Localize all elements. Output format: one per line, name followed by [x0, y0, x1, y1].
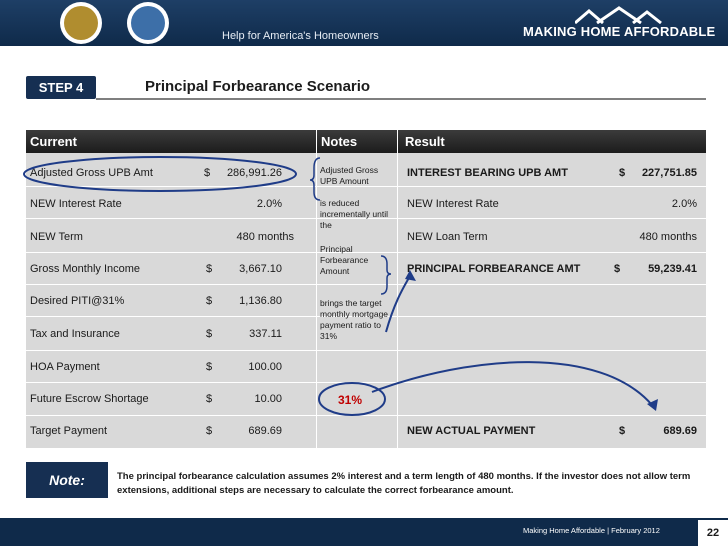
- note-text: brings the target monthly mortgage payment ratio to 31%: [320, 298, 389, 341]
- row-label: Tax and Insurance: [30, 328, 120, 340]
- result-label: NEW ACTUAL PAYMENT: [407, 425, 536, 437]
- row-label: Adjusted Gross UPB Amt: [30, 167, 153, 179]
- result-label: NEW Interest Rate: [407, 198, 499, 210]
- row-value: 1,136.80: [239, 295, 282, 307]
- row-currency: $: [204, 167, 211, 179]
- result-currency: $: [614, 263, 621, 275]
- result-currency: $: [619, 425, 626, 437]
- row-value: 689.69: [248, 425, 282, 437]
- row-label: HOA Payment: [30, 361, 100, 373]
- header-tagline: Help for America's Homeowners: [222, 30, 379, 42]
- arrow-to-actual-payment: [372, 362, 652, 405]
- header-current: Current: [30, 134, 77, 149]
- row-value: 337.11: [249, 328, 282, 340]
- row-value: 100.00: [248, 361, 282, 373]
- highlight-circle: [24, 157, 296, 191]
- footer-text: Making Home Affordable | February 2012: [523, 526, 660, 535]
- brand-name: MAKING HOME AFFORDABLE: [523, 24, 716, 39]
- row-value: 3,667.10: [239, 263, 282, 275]
- row-value: 2.0%: [256, 198, 282, 210]
- result-label: NEW Loan Term: [407, 231, 488, 243]
- row-label: NEW Interest Rate: [30, 198, 122, 210]
- row-label: Target Payment: [30, 425, 108, 437]
- note-label: Note:: [26, 462, 108, 498]
- result-currency: $: [619, 167, 626, 179]
- note-text: is reduced incrementally until the: [320, 198, 389, 230]
- arrowhead: [405, 270, 416, 281]
- left-brace: [310, 158, 320, 200]
- result-value: 480 months: [639, 231, 697, 243]
- row-label: Gross Monthly Income: [30, 263, 141, 275]
- row-currency: $: [206, 328, 213, 340]
- row-currency: $: [206, 425, 213, 437]
- header-result: Result: [405, 134, 445, 149]
- result-label: PRINCIPAL FORBEARANCE AMT: [407, 263, 581, 275]
- result-value: 59,239.41: [648, 263, 697, 275]
- row-currency: $: [206, 295, 213, 307]
- row-currency: $: [206, 393, 213, 405]
- note-text: Adjusted Gross UPB Amount: [320, 165, 379, 186]
- row-label: Future Escrow Shortage: [30, 393, 149, 405]
- row-currency: $: [206, 263, 213, 275]
- row-value: 10.00: [254, 393, 282, 405]
- right-brace: [381, 256, 391, 294]
- step-label: STEP 4: [26, 76, 96, 99]
- note-text: Principal Forbearance Amount: [320, 244, 369, 276]
- step-title: Principal Forbearance Scenario: [145, 78, 371, 95]
- row-label: Desired PITI@31%: [30, 295, 125, 307]
- header-notes: Notes: [321, 134, 358, 149]
- result-value: 227,751.85: [641, 167, 697, 179]
- row-value: 286,991.26: [226, 167, 282, 179]
- percent-callout: 31%: [338, 393, 363, 407]
- arrow-to-forbearance: [386, 276, 410, 332]
- row-currency: $: [206, 361, 213, 373]
- percent-circle: [319, 383, 385, 415]
- result-value: 2.0%: [671, 198, 697, 210]
- note-text-block: The principal forbearance calculation assumes 2% interest and a term length of 480 months. If the investor does not allow term extensions, additional steps are necessary to calculate the correct forbearance amount.: [117, 471, 691, 496]
- row-value: 480 months: [236, 231, 294, 243]
- result-label: INTEREST BEARING UPB AMT: [407, 167, 568, 179]
- page-number: 22: [698, 520, 728, 546]
- result-value: 689.69: [663, 425, 697, 437]
- row-label: NEW Term: [30, 231, 83, 243]
